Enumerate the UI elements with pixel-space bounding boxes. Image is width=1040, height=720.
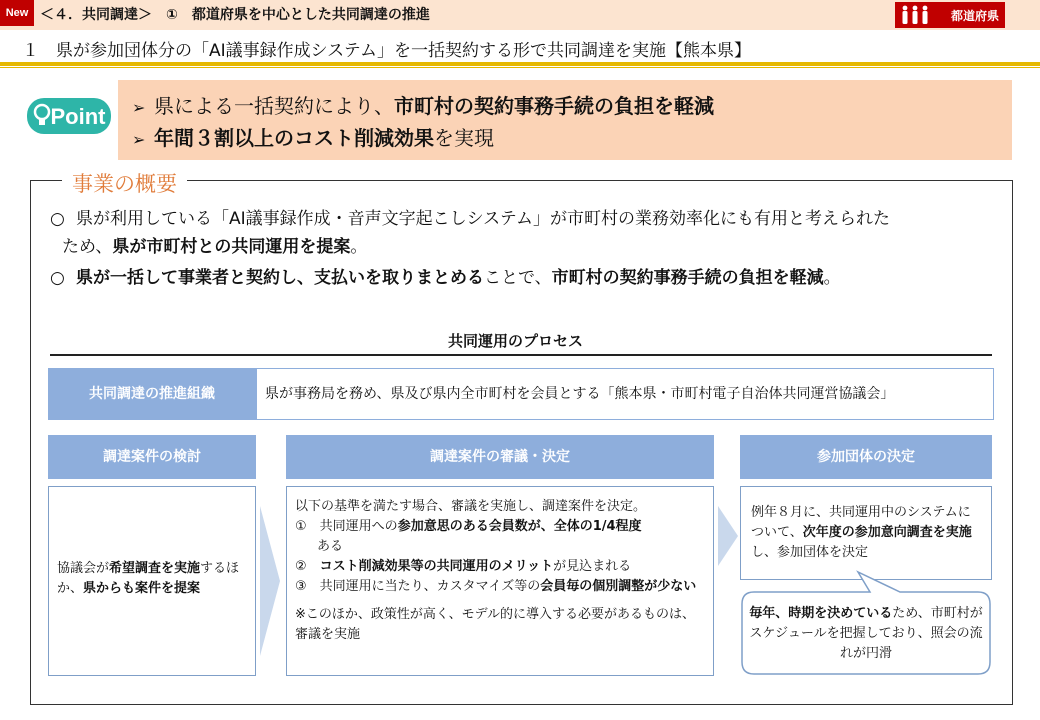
divider: [0, 67, 1040, 68]
people-icon: [900, 5, 930, 25]
divider: [0, 62, 1040, 66]
process-title: 共同運用のプロセス: [448, 332, 584, 350]
chevron-right-icon: [260, 486, 280, 676]
bullet-circle-icon: ○: [50, 209, 65, 229]
arrow-icon: ➢: [132, 98, 146, 117]
new-badge: New: [0, 0, 34, 26]
tag-label: 都道府県: [951, 9, 1000, 23]
criteria-note: ※このほか、政策性が高く、モデル的に導入する必要があるものは、審議を実施: [295, 607, 695, 642]
criteria-1: ① 共同運用への参加意思のある会員数が、全体の1/4程度 ある: [295, 519, 642, 554]
overview-item-1: ○ 県が利用している「AI議事録作成・音声文字起こしシステム」が市町村の業務効率化にも有用と考えられた ため、県が市町村との共同運用を提案。: [50, 205, 1000, 261]
step-2-header: 調達案件の審議・決定: [286, 435, 714, 479]
point-line-1: ➢ 県による一括契約により、市町村の契約事務手続の負担を軽減: [132, 94, 714, 118]
section-title: ＜４．共同調達＞ ① 都道府県を中心とした共同調達の推進: [40, 7, 430, 23]
point-logo-text: Point: [50, 104, 106, 129]
step-1-header: 調達案件の検討: [48, 435, 256, 479]
step-3-header: 参加団体の決定: [740, 435, 992, 479]
org-label: 共同調達の推進組織: [48, 368, 256, 420]
point-box: [118, 80, 1012, 160]
divider: [50, 354, 992, 356]
overview-title: 事業の概要: [62, 168, 187, 198]
step-3-body: 例年８月に、共同運用中のシステムについて、次年度の参加意向調査を実施し、参加団体を決定: [740, 486, 992, 580]
overview-item-2: ○ 県が一括して事業者と契約し、支払いを取りまとめることで、市町村の契約事務手続の負担を軽減。: [50, 264, 1000, 292]
step-2-body: [286, 486, 714, 676]
bullet-circle-icon: ○: [50, 268, 65, 288]
arrow-icon: ➢: [132, 130, 146, 149]
criteria-intro: 以下の基準を満たす場合、審議を実施し、調達案件を決定。: [295, 499, 647, 514]
criteria-2: ② コスト削減効果等の共同運用のメリットが見込まれる: [295, 559, 632, 574]
org-description: 県が事務局を務め、県及び県内全市町村を会員とする「熊本県・市町村電子自治体共同運営協議会」: [256, 368, 994, 420]
step-1-body: 協議会が希望調査を実施するほか、県からも案件を提案: [48, 486, 256, 676]
point-line-2: ➢ 年間３割以上のコスト削減効果を実現: [132, 126, 494, 150]
point-logo: [26, 97, 112, 135]
page-subtitle: １ 県が参加団体分の「AI議事録作成システム」を一括契約する形で共同調達を実施【熊本県】: [22, 41, 751, 61]
speech-bubble-text: 毎年、時期を決めているため、市町村がスケジュールを把握しており、照会の流れが円滑: [749, 606, 983, 661]
category-tag: [895, 2, 1005, 28]
chevron-right-icon: [718, 486, 738, 586]
criteria-3: ③ 共同運用に当たり、カスタマイズ等の会員毎の個別調整が少ない: [295, 579, 697, 594]
